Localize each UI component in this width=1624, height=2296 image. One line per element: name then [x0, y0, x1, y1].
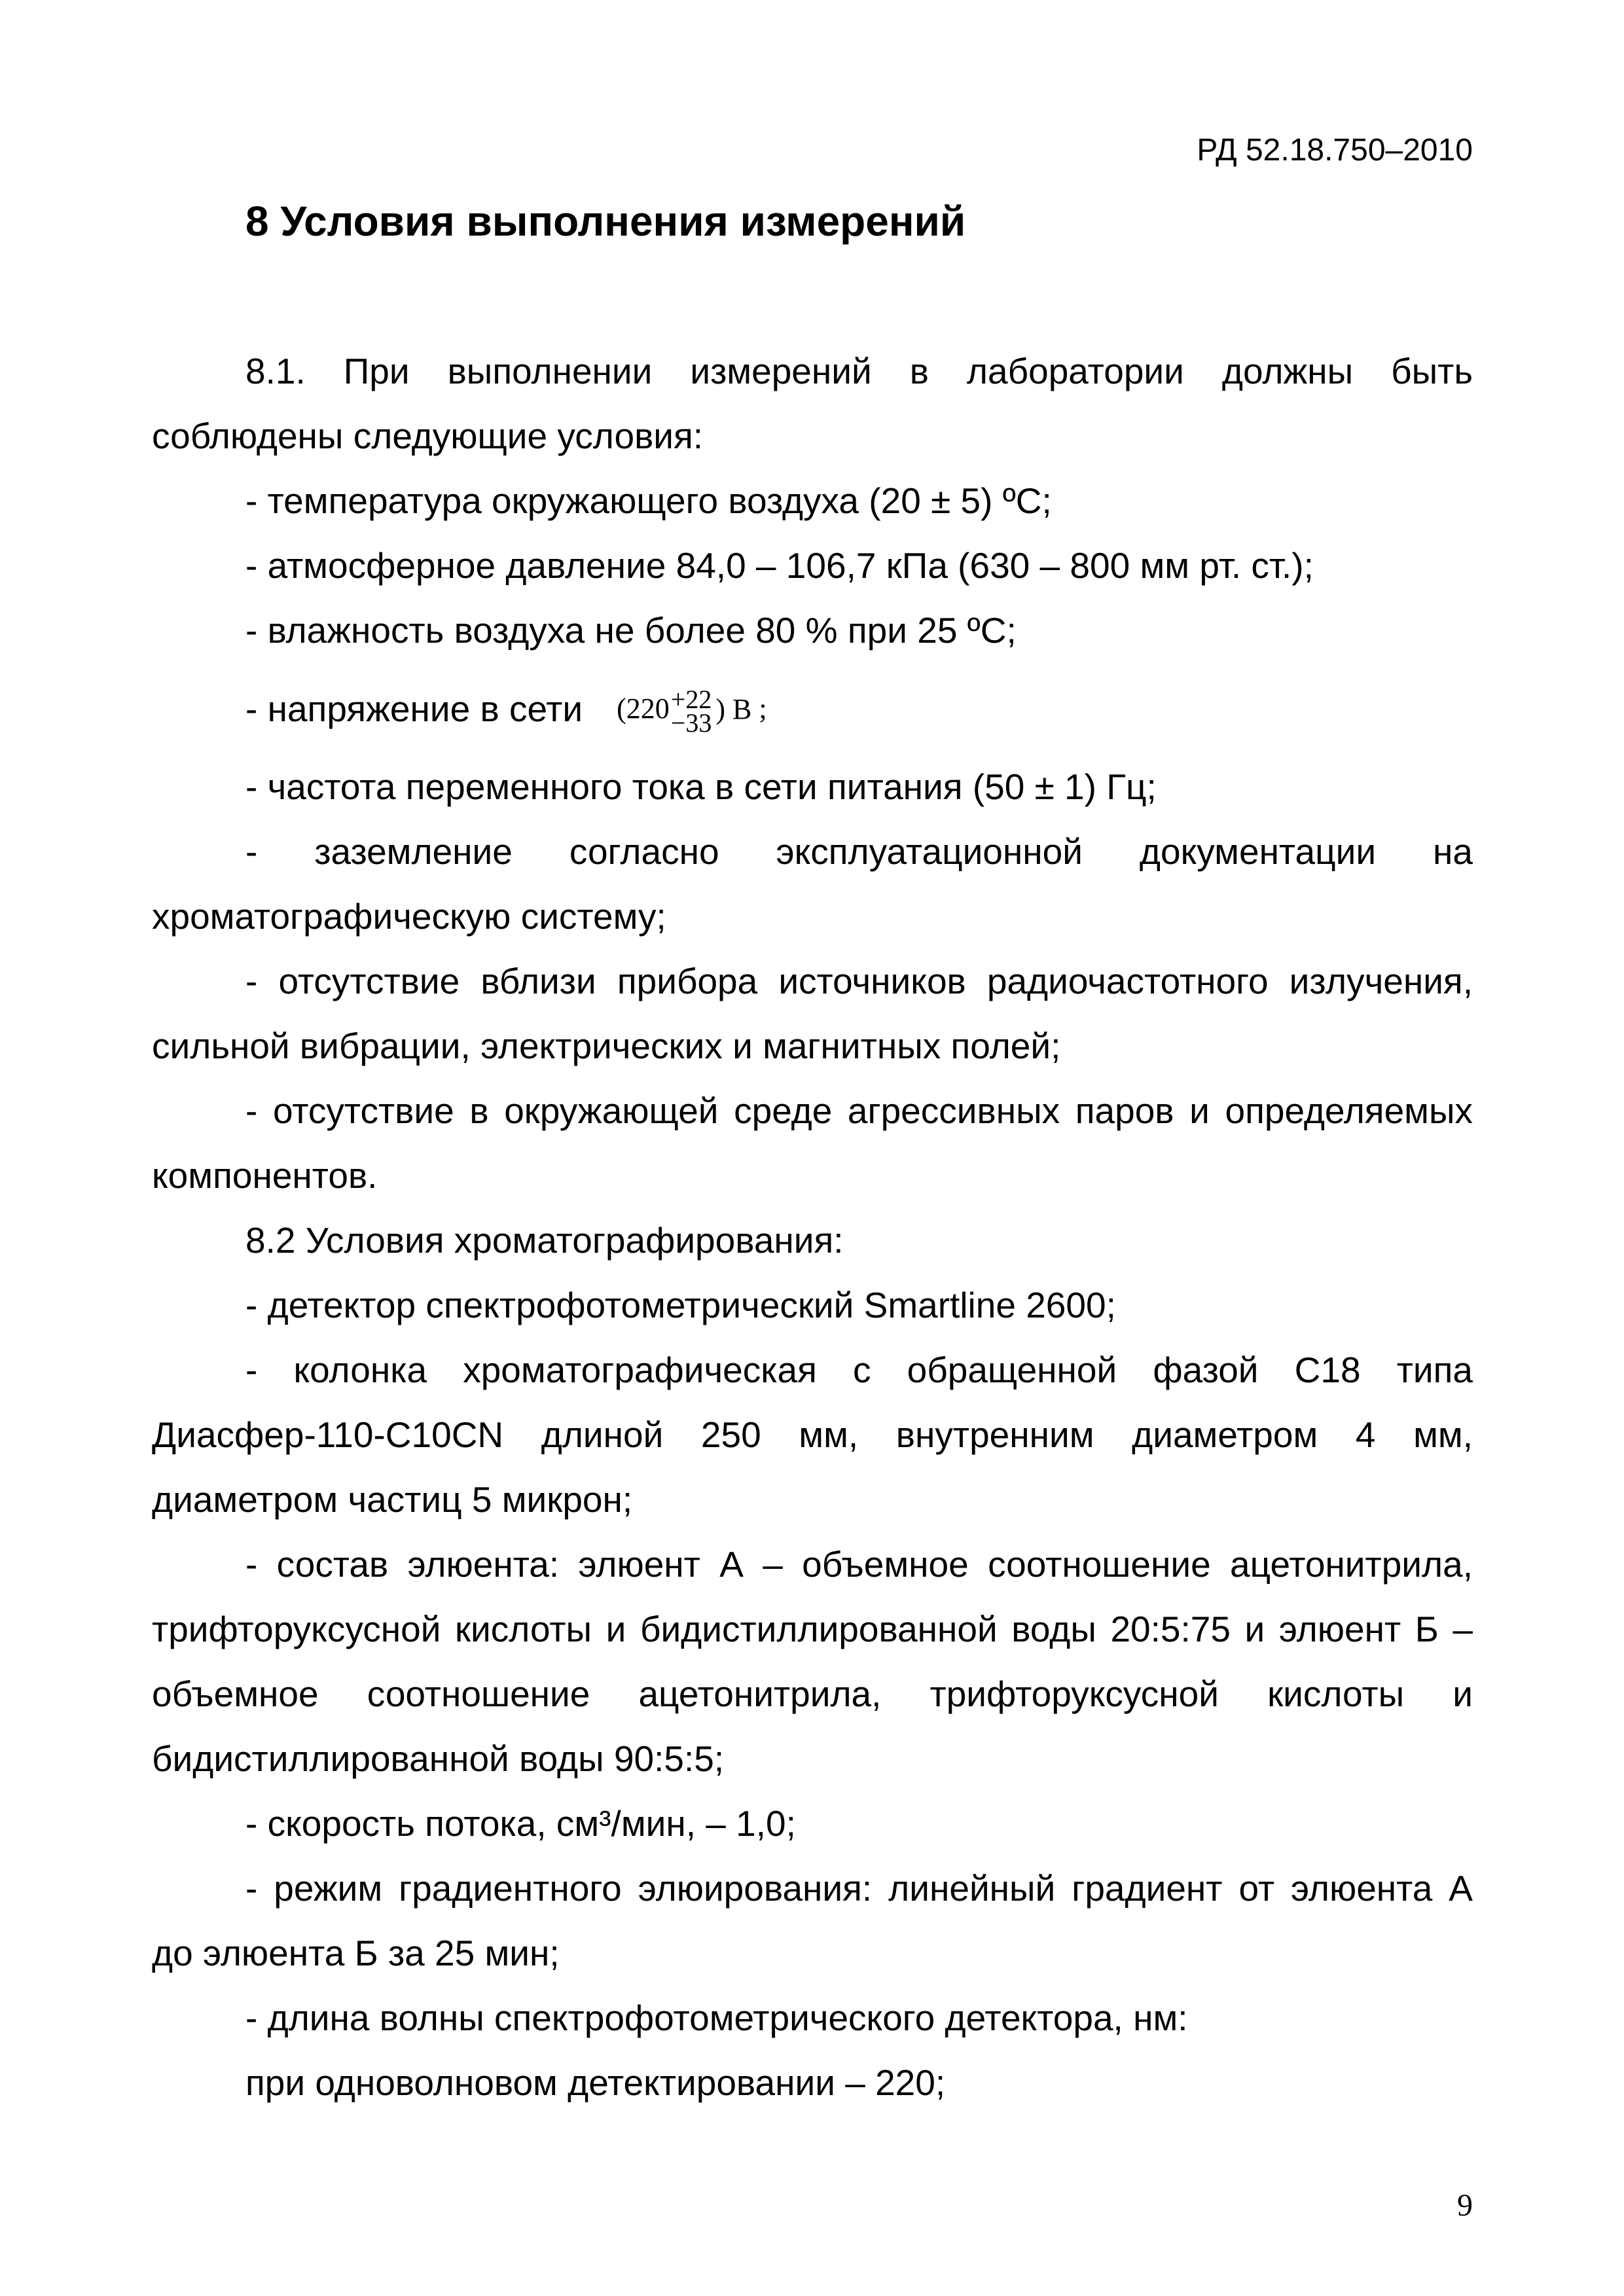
voltage-label: - напряжение в сети — [245, 689, 583, 729]
chromatography-detector: - детектор спектрофотометрический Smartline 2600; — [245, 1285, 1116, 1325]
chromatography-flow-rate: - скорость потока, см³/мин, – 1,0; — [245, 1803, 796, 1844]
paragraph-8-2: 8.2 Условия хроматографирования: — [245, 1220, 844, 1261]
condition-voltage — [152, 663, 1473, 755]
condition-frequency: - частота переменного тока в сети питания (50 ± 1) Гц; — [245, 766, 1157, 807]
condition-vapors: - отсутствие в окружающей среде агрессивных паров и определяемых компонентов. — [152, 1090, 1473, 1196]
document-body — [152, 339, 1473, 2115]
formula-superscript: +22 — [670, 685, 712, 715]
condition-humidity: - влажность воздуха не более 80 % при 25 ºС; — [245, 610, 1017, 651]
chromatography-eluent: - состав элюента: элюент А – объемное соотношение ацетонитрила, трифторуксусной кислоты и бидистиллированной воды 20:5:75 и элюент Б – объемное соотношение ацетонитрила, трифторуксусной кислоты и бидистиллированной воды 90:5:5; — [152, 1544, 1473, 1779]
chromatography-wavelength: - длина волны спектрофотометрического детектора, нм: — [245, 1998, 1188, 2038]
chromatography-single-wavelength: при одноволновом детектировании – 220; — [245, 2062, 946, 2103]
formula-subscript: −33 — [670, 708, 712, 738]
document-code: РД 52.18.750–2010 — [1197, 133, 1473, 168]
chromatography-gradient: - режим градиентного элюирования: линейный градиент от элюента А до элюента Б за 25 мин; — [152, 1868, 1473, 1973]
condition-pressure: - атмосферное давление 84,0 – 106,7 кПа (630 – 800 мм рт. ст.); — [245, 545, 1314, 586]
formula-open: (220 — [617, 692, 670, 725]
condition-temperature: - температура окружающего воздуха (20 ± 5) ºС; — [245, 480, 1052, 521]
chromatography-column: - колонка хроматографическая с обращенной фазой С18 типа Диасфер-110-С10CN длиной 250 мм, внутренним диаметром 4 мм, диаметром частиц 5 микрон; — [152, 1350, 1473, 1520]
condition-radiation: - отсутствие вблизи прибора источников радиочастотного излучения, сильной вибрации, электрических и магнитных полей; — [152, 961, 1473, 1066]
paragraph-8-1: 8.1. При выполнении измерений в лаборатории должны быть соблюдены следующие условия: — [152, 351, 1473, 456]
formula-end: ; — [751, 692, 767, 725]
formula-tolerance — [670, 685, 712, 738]
page-number: 9 — [1457, 2188, 1473, 2223]
section-heading: 8 Условия выполнения измерений — [245, 198, 966, 245]
condition-grounding: - заземление согласно эксплуатационной документации на хроматографическую систему; — [152, 831, 1473, 937]
voltage-formula — [617, 685, 767, 738]
formula-close: ) В — [715, 692, 752, 725]
